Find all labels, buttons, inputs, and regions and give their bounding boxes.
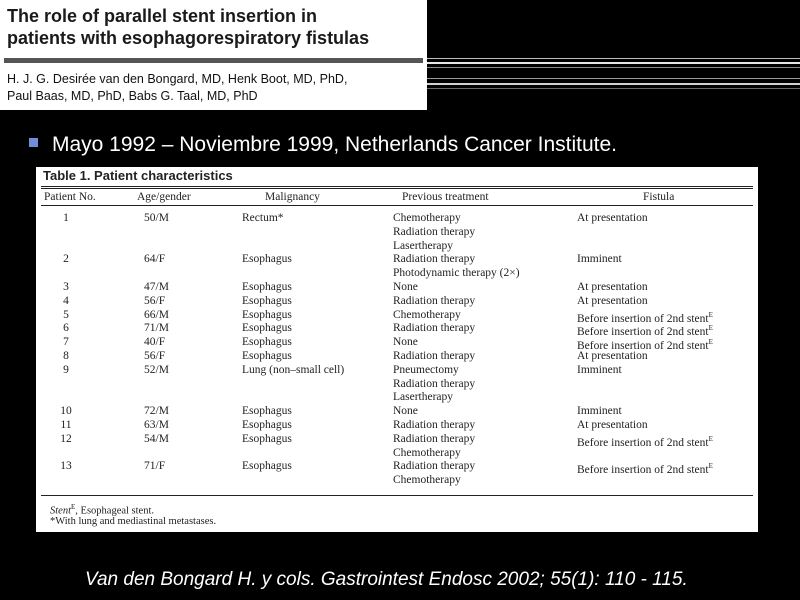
treatment-line: Chemotherapy bbox=[393, 446, 461, 459]
cell-malignancy-text: Rectum* bbox=[242, 212, 284, 224]
cell-malignancy bbox=[242, 336, 292, 350]
decorative-line bbox=[427, 67, 800, 68]
treatment-line: None bbox=[393, 336, 418, 349]
table-row bbox=[36, 364, 758, 405]
cell-malignancy-text: Esophagus bbox=[242, 460, 292, 473]
cell-patient-no bbox=[41, 309, 91, 323]
cell-previous-treatment bbox=[393, 364, 475, 405]
paper-authors-line-1: H. J. G. Desirée van den Bongard, MD, Henk Boot, MD, PhD, bbox=[7, 72, 348, 86]
cell-age-gender bbox=[144, 322, 169, 336]
cell-age-gender bbox=[144, 336, 165, 350]
table-row bbox=[36, 336, 758, 350]
cell-age-gender-text: 72/M bbox=[144, 405, 169, 418]
cell-fistula-text: At presentation bbox=[577, 294, 648, 307]
cell-age-gender bbox=[144, 433, 169, 447]
cell-age-gender-text: 56/F bbox=[144, 349, 166, 362]
decorative-line bbox=[427, 78, 800, 79]
footnote-stent-sup: E bbox=[71, 503, 76, 511]
treatment-line: Pneumectomy bbox=[393, 363, 459, 376]
cell-fistula bbox=[577, 253, 622, 267]
treatment-line: Chemotherapy bbox=[393, 308, 461, 321]
paper-title-rule bbox=[4, 58, 423, 63]
cell-malignancy bbox=[242, 350, 292, 364]
cell-age-gender bbox=[144, 212, 169, 226]
cell-malignancy bbox=[242, 295, 292, 309]
treatment-line: Radiation therapy bbox=[393, 322, 476, 335]
fistula-line bbox=[577, 433, 713, 447]
cell-patient-no-text: 8 bbox=[63, 349, 69, 362]
cell-previous-treatment bbox=[393, 405, 418, 419]
citation: Van den Bongard H. y cols. Gastrointest Endosc 2002; 55(1): 110 - 115. bbox=[85, 569, 688, 590]
cell-malignancy bbox=[242, 460, 292, 474]
cell-patient-no bbox=[41, 419, 91, 433]
cell-patient-no-text: 13 bbox=[60, 460, 72, 473]
cell-malignancy bbox=[242, 364, 344, 378]
cell-malignancy-text: Esophagus bbox=[242, 253, 292, 266]
cell-fistula-text: Imminent bbox=[577, 363, 622, 376]
cell-patient-no-text: 9 bbox=[63, 363, 69, 376]
bullet-text: Mayo 1992 – Noviembre 1999, Netherlands Cancer Institute. bbox=[52, 133, 617, 156]
treatment-line: Radiation therapy bbox=[393, 349, 476, 362]
cell-fistula-text: Before insertion of 2nd stent bbox=[577, 340, 709, 352]
cell-previous-treatment bbox=[393, 419, 475, 433]
table-row bbox=[36, 212, 758, 253]
col-header-patient-no: Patient No. bbox=[44, 191, 96, 203]
cell-fistula bbox=[577, 433, 713, 447]
cell-patient-no bbox=[41, 433, 91, 447]
table-row bbox=[36, 309, 758, 323]
cell-age-gender-text: 50/M bbox=[144, 212, 169, 224]
cell-patient-no-text: 10 bbox=[60, 405, 72, 418]
cell-age-gender bbox=[144, 281, 169, 295]
treatment-line: Photodynamic therapy (2×) bbox=[393, 267, 520, 280]
treatment-line: Radiation therapy bbox=[393, 253, 476, 266]
fistula-line bbox=[577, 309, 713, 323]
cell-fistula bbox=[577, 336, 713, 350]
paper-title-line-2: patients with esophagorespiratory fistulas bbox=[7, 28, 370, 48]
cell-age-gender bbox=[144, 364, 169, 378]
cell-fistula-text: Before insertion of 2nd stent bbox=[577, 312, 709, 325]
cell-age-gender bbox=[144, 419, 169, 433]
treatment-line: Lasertherapy bbox=[393, 391, 454, 404]
cell-malignancy-text: Esophagus bbox=[242, 349, 292, 362]
table-top-rule-2 bbox=[41, 188, 753, 189]
cell-age-gender-text: 52/M bbox=[144, 363, 169, 376]
cell-malignancy bbox=[242, 253, 292, 267]
cell-fistula-text: Before insertion of 2nd stent bbox=[577, 464, 709, 477]
table-row bbox=[36, 419, 758, 433]
cell-malignancy-text: Esophagus bbox=[242, 294, 292, 307]
paper-header bbox=[0, 0, 427, 110]
cell-previous-treatment bbox=[393, 295, 475, 309]
cell-malignancy-text: Esophagus bbox=[242, 336, 292, 349]
cell-malignancy-text: Esophagus bbox=[242, 418, 292, 431]
fistula-superscript: E bbox=[708, 324, 713, 333]
fistula-line bbox=[577, 336, 713, 350]
cell-fistula-text: At presentation bbox=[577, 280, 648, 293]
cell-malignancy bbox=[242, 322, 292, 336]
cell-patient-no bbox=[41, 253, 91, 267]
cell-previous-treatment bbox=[393, 460, 475, 488]
treatment-line: None bbox=[393, 280, 418, 293]
col-header-malignancy: Malignancy bbox=[265, 191, 320, 203]
cell-previous-treatment bbox=[393, 350, 475, 364]
cell-patient-no bbox=[41, 405, 91, 419]
bullet-square-icon bbox=[29, 138, 38, 147]
cell-age-gender-text: 71/M bbox=[144, 322, 169, 335]
treatment-line: Radiation therapy bbox=[393, 460, 476, 473]
cell-patient-no-text: 3 bbox=[63, 280, 69, 293]
cell-malignancy bbox=[242, 309, 292, 323]
cell-age-gender-text: 64/F bbox=[144, 253, 166, 266]
cell-patient-no-text: 6 bbox=[63, 322, 69, 335]
paper-authors-line-2: Paul Baas, MD, PhD, Babs G. Taal, MD, PhD bbox=[7, 89, 258, 103]
treatment-line: Lasertherapy bbox=[393, 239, 454, 252]
fistula-superscript: E bbox=[708, 434, 713, 443]
paper-authors bbox=[7, 71, 422, 105]
cell-age-gender bbox=[144, 460, 165, 474]
treatment-line: Radiation therapy bbox=[393, 432, 476, 445]
cell-fistula-text: Before insertion of 2nd stent bbox=[577, 326, 709, 339]
cell-malignancy-text: Esophagus bbox=[242, 308, 292, 321]
treatment-line: Radiation therapy bbox=[393, 377, 476, 390]
table-header-rule bbox=[41, 205, 753, 206]
cell-patient-no-text: 7 bbox=[63, 336, 69, 349]
paper-title-line-1: The role of parallel stent insertion in bbox=[7, 6, 318, 26]
cell-age-gender bbox=[144, 309, 169, 323]
cell-fistula bbox=[577, 419, 648, 433]
cell-malignancy-text: Esophagus bbox=[242, 405, 292, 418]
cell-previous-treatment bbox=[393, 212, 475, 253]
cell-previous-treatment bbox=[393, 281, 418, 295]
cell-fistula bbox=[577, 364, 622, 378]
cell-fistula bbox=[577, 350, 648, 364]
col-header-age-gender: Age/gender bbox=[137, 191, 191, 203]
cell-patient-no bbox=[41, 336, 91, 350]
cell-malignancy bbox=[242, 281, 292, 295]
decorative-line bbox=[427, 88, 800, 89]
cell-patient-no-text: 2 bbox=[63, 253, 69, 266]
footnote-stent bbox=[50, 503, 154, 517]
cell-malignancy bbox=[242, 419, 292, 433]
fistula-line bbox=[577, 322, 713, 339]
cell-age-gender-text: 40/F bbox=[144, 336, 166, 349]
footnote-stent-rest: , Esophageal stent. bbox=[75, 505, 155, 517]
treatment-line: Chemotherapy bbox=[393, 474, 461, 487]
cell-fistula bbox=[577, 405, 622, 419]
cell-fistula bbox=[577, 460, 713, 477]
paper-title bbox=[7, 5, 422, 49]
cell-malignancy-text: Esophagus bbox=[242, 280, 292, 293]
cell-patient-no bbox=[41, 295, 91, 309]
decorative-line bbox=[427, 62, 800, 64]
treatment-line: Radiation therapy bbox=[393, 294, 476, 307]
cell-previous-treatment bbox=[393, 309, 461, 323]
cell-patient-no bbox=[41, 212, 91, 226]
cell-fistula bbox=[577, 309, 713, 323]
cell-age-gender-text: 54/M bbox=[144, 432, 169, 445]
treatment-line: Radiation therapy bbox=[393, 418, 476, 431]
cell-malignancy bbox=[242, 212, 284, 226]
cell-age-gender-text: 66/M bbox=[144, 308, 169, 321]
footnote-stent-word: Stent bbox=[50, 505, 71, 517]
cell-previous-treatment bbox=[393, 253, 520, 281]
cell-fistula-text: At presentation bbox=[577, 418, 648, 431]
cell-age-gender-text: 71/F bbox=[144, 460, 166, 473]
table-row bbox=[36, 350, 758, 364]
fistula-superscript: E bbox=[708, 462, 713, 471]
cell-patient-no-text: 12 bbox=[60, 432, 72, 445]
cell-patient-no-text: 11 bbox=[60, 418, 72, 431]
col-header-previous-treatment: Previous treatment bbox=[402, 191, 489, 203]
table-row bbox=[36, 253, 758, 281]
cell-age-gender-text: 47/M bbox=[144, 280, 169, 293]
cell-malignancy-text: Esophagus bbox=[242, 432, 292, 445]
decorative-line bbox=[427, 83, 800, 85]
cell-previous-treatment bbox=[393, 336, 418, 350]
cell-age-gender-text: 63/M bbox=[144, 418, 169, 431]
fistula-line bbox=[577, 460, 713, 477]
cell-patient-no-text: 5 bbox=[63, 308, 69, 321]
col-header-fistula: Fistula bbox=[643, 191, 675, 203]
table-top-rule bbox=[41, 186, 753, 187]
cell-patient-no-text: 1 bbox=[63, 212, 69, 224]
footnote-metastases: *With lung and mediastinal metastases. bbox=[50, 516, 217, 527]
cell-fistula-text: At presentation bbox=[577, 212, 648, 224]
treatment-line: None bbox=[393, 405, 418, 418]
table-row bbox=[36, 460, 758, 488]
cell-previous-treatment bbox=[393, 433, 475, 461]
table-row bbox=[36, 405, 758, 419]
cell-patient-no bbox=[41, 350, 91, 364]
cell-age-gender bbox=[144, 405, 169, 419]
cell-fistula bbox=[577, 322, 713, 339]
cell-malignancy bbox=[242, 433, 292, 447]
cell-previous-treatment bbox=[393, 322, 475, 336]
table-caption: Table 1. Patient characteristics bbox=[43, 168, 233, 183]
patient-table bbox=[36, 167, 758, 532]
cell-patient-no bbox=[41, 281, 91, 295]
cell-patient-no bbox=[41, 460, 91, 474]
table-bottom-rule bbox=[41, 495, 753, 496]
table-row bbox=[36, 322, 758, 339]
fistula-superscript: E bbox=[708, 338, 713, 347]
cell-malignancy bbox=[242, 405, 292, 419]
table-body bbox=[36, 212, 758, 488]
cell-patient-no bbox=[41, 364, 91, 378]
fistula-superscript: E bbox=[708, 310, 713, 319]
table-row bbox=[36, 295, 758, 309]
cell-fistula-text: Imminent bbox=[577, 253, 622, 266]
treatment-line: Chemotherapy bbox=[393, 212, 461, 224]
cell-age-gender-text: 56/F bbox=[144, 294, 166, 307]
decorative-lines bbox=[427, 56, 800, 96]
cell-age-gender bbox=[144, 253, 165, 267]
cell-fistula-text: Before insertion of 2nd stent bbox=[577, 436, 709, 449]
decorative-line bbox=[427, 58, 800, 59]
cell-patient-no bbox=[41, 322, 91, 336]
cell-patient-no-text: 4 bbox=[63, 294, 69, 307]
cell-age-gender bbox=[144, 295, 165, 309]
cell-fistula bbox=[577, 281, 648, 295]
cell-age-gender bbox=[144, 350, 165, 364]
treatment-line: Radiation therapy bbox=[393, 225, 476, 238]
table-row bbox=[36, 281, 758, 295]
cell-fistula bbox=[577, 212, 648, 226]
table-row bbox=[36, 433, 758, 461]
cell-malignancy-text: Lung (non–small cell) bbox=[242, 363, 345, 376]
cell-fistula bbox=[577, 295, 648, 309]
cell-fistula-text: Imminent bbox=[577, 405, 622, 418]
cell-malignancy-text: Esophagus bbox=[242, 322, 292, 335]
cell-fistula-text: At presentation bbox=[577, 349, 648, 362]
